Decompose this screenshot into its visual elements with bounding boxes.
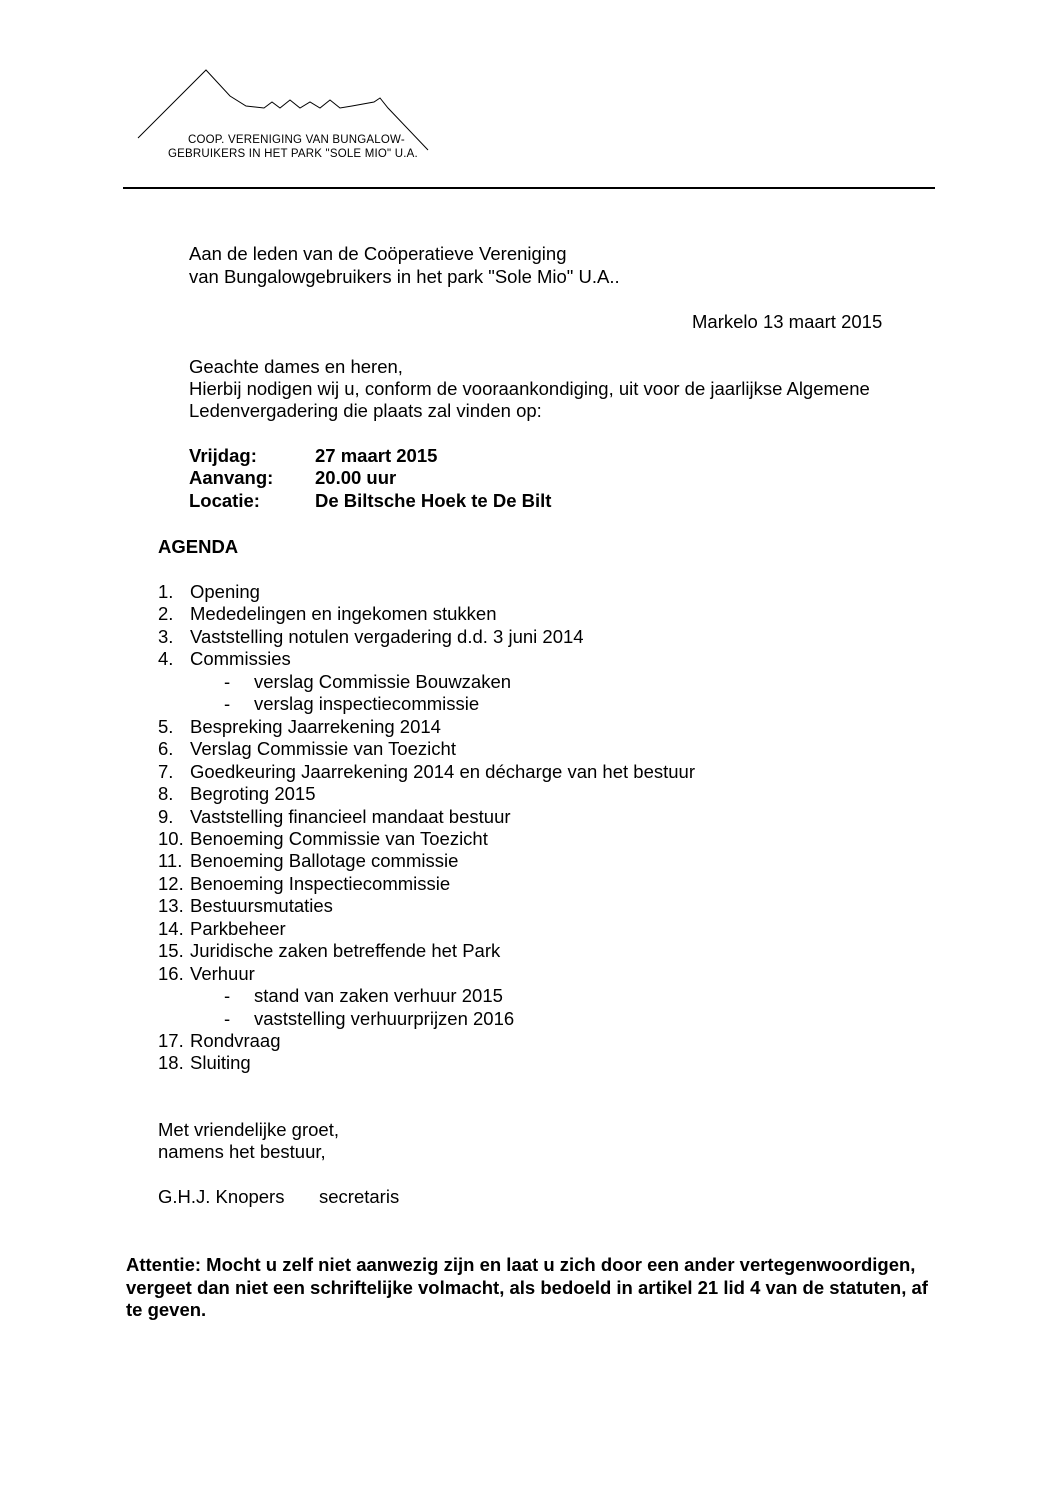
intro-line1: Hierbij nodigen wij u, conform de vooraankondiging, uit voor de jaarlijkse Algemene [189, 378, 870, 399]
agenda-item-text: Parkbeheer [190, 918, 286, 939]
agenda-item-number: 8. [158, 783, 174, 804]
association-logo [130, 62, 440, 162]
address-line1: Aan de leden van de Coöperatieve Vereniging [189, 243, 567, 264]
agenda-item-text: Vaststelling notulen vergadering d.d. 3 juni 2014 [190, 626, 584, 647]
agenda-item-number: 7. [158, 761, 174, 782]
letter-date: Markelo 13 maart 2015 [692, 311, 883, 332]
intro-line2: Ledenvergadering die plaats zal vinden op: [189, 400, 542, 421]
address-line2: van Bungalowgebruikers in het park "Sole Mio" U.A.. [189, 266, 620, 287]
agenda-item-text: Benoeming Ballotage commissie [190, 850, 459, 871]
agenda-item-text: Rondvraag [190, 1030, 281, 1051]
agenda-item-text: Goedkeuring Jaarrekening 2014 en décharge van het bestuur [190, 761, 695, 782]
agenda-item-text: Opening [190, 581, 260, 602]
agenda-item-number: 3. [158, 626, 174, 647]
agenda-item-text: Benoeming Commissie van Toezicht [190, 828, 488, 849]
signatory-role: secretaris [319, 1186, 400, 1207]
closing-on-behalf: namens het bestuur, [158, 1141, 326, 1162]
agenda-item-number: 11. [158, 850, 183, 871]
agenda-item-text: Sluiting [190, 1052, 251, 1073]
header-divider [123, 187, 935, 189]
detail-value-start: 20.00 uur [315, 467, 397, 488]
agenda-item-number: 18. [158, 1052, 184, 1073]
agenda-subitem-dash: - [224, 693, 231, 714]
agenda-subitem-dash: - [224, 1008, 231, 1029]
agenda-subitem-text: verslag inspectiecommissie [254, 693, 480, 714]
agenda-item-number: 17. [158, 1030, 184, 1051]
detail-value-day: 27 maart 2015 [315, 445, 438, 466]
agenda-subitem-dash: - [224, 671, 231, 692]
agenda-item-text: Benoeming Inspectiecommissie [190, 873, 451, 894]
agenda-title: AGENDA [158, 536, 239, 557]
attention-note: Attentie: Mocht u zelf niet aanwezig zijn en laat u zich door een ander vertegenwoordigen, vergeet dan niet een schriftelijke volmacht, als bedoeld in artikel 21 lid 4 van de statuten, af te geven. [126, 1254, 928, 1320]
agenda-item-number: 6. [158, 738, 174, 759]
agenda-item-number: 16. [158, 963, 184, 984]
agenda-item-number: 13. [158, 895, 184, 916]
agenda-item-number: 5. [158, 716, 174, 737]
agenda-subitem-dash: - [224, 985, 231, 1006]
detail-label-day: Vrijdag: [189, 445, 257, 466]
agenda-item-number: 1. [158, 581, 174, 602]
agenda-item-text: Bestuursmutaties [190, 895, 333, 916]
agenda-item-number: 15. [158, 940, 184, 961]
agenda-item-number: 4. [158, 648, 174, 669]
agenda-item-text: Verslag Commissie van Toezicht [190, 738, 456, 759]
agenda-subitem-text: stand van zaken verhuur 2015 [254, 985, 503, 1006]
signatory-name: G.H.J. Knopers [158, 1186, 285, 1207]
agenda-subitem-text: verslag Commissie Bouwzaken [254, 671, 512, 692]
agenda-item-text: Bespreking Jaarrekening 2014 [190, 716, 441, 737]
detail-value-location: De Biltsche Hoek te De Bilt [315, 490, 552, 511]
mountain-logo-icon [130, 62, 440, 162]
agenda-item-text: Juridische zaken betreffende het Park [190, 940, 501, 961]
detail-label-location: Locatie: [189, 490, 260, 511]
agenda-item-text: Begroting 2015 [190, 783, 316, 804]
agenda-item-text: Vaststelling financieel mandaat bestuur [190, 806, 511, 827]
agenda-item-text: Verhuur [190, 963, 255, 984]
agenda-item-number: 2. [158, 603, 174, 624]
agenda-item-text: Commissies [190, 648, 291, 669]
agenda-item-number: 14. [158, 918, 184, 939]
agenda-item-text: Mededelingen en ingekomen stukken [190, 603, 497, 624]
agenda-item-number: 10. [158, 828, 184, 849]
agenda-item-number: 9. [158, 806, 174, 827]
closing-greeting: Met vriendelijke groet, [158, 1119, 339, 1140]
detail-label-start: Aanvang: [189, 467, 274, 488]
logo-text-line1: COOP. VERENIGING VAN BUNGALOW- [188, 134, 405, 146]
agenda-item-number: 12. [158, 873, 184, 894]
agenda-subitem-text: vaststelling verhuurprijzen 2016 [254, 1008, 515, 1029]
logo-text-line2: GEBRUIKERS IN HET PARK "SOLE MIO" U.A. [168, 148, 418, 160]
salutation: Geachte dames en heren, [189, 356, 403, 377]
